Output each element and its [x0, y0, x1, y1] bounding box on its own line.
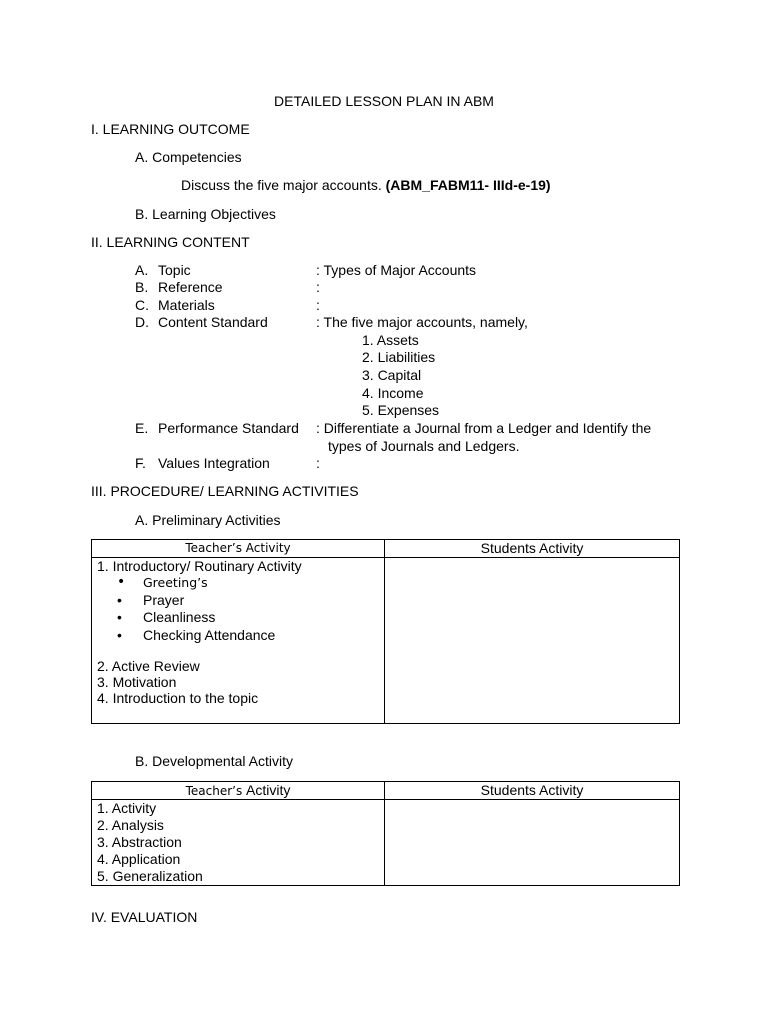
routinary-activity-list — [97, 574, 379, 644]
account-list-item: 5. Expenses — [362, 402, 440, 418]
content-item-value: : Types of Major Accounts — [316, 262, 477, 278]
content-item-value: : — [316, 455, 320, 471]
table-header-row — [92, 540, 680, 558]
list-item: • Prayer — [117, 592, 379, 610]
content-item-letter: D. — [135, 314, 149, 330]
table-header-row — [92, 782, 680, 800]
content-item-letter: E. — [135, 420, 149, 436]
content-item-letter: B. — [135, 279, 149, 295]
activity-label: Activity — [246, 782, 291, 798]
students-activity-header: Students Activity — [385, 782, 680, 800]
content-item-label: Materials — [158, 297, 215, 313]
table-row — [92, 800, 680, 886]
account-list-item: 3. Capital — [362, 367, 422, 383]
teachers-activity-header — [92, 782, 385, 800]
activity-item: 2. Active Review — [97, 658, 200, 674]
teachers-activity-header: Teacher’s Activity — [92, 540, 385, 558]
competency-text: Discuss the five major accounts. — [181, 177, 382, 193]
content-item-letter: A. — [135, 262, 149, 278]
list-item: • Cleanliness — [117, 609, 379, 627]
table-row — [92, 558, 680, 724]
students-activity-cell — [385, 800, 680, 886]
content-item-value: : — [316, 297, 320, 313]
content-item-value: : Differentiate a Journal from a Ledger and Identify the — [316, 420, 652, 436]
section-evaluation-heading: IV. EVALUATION — [91, 909, 198, 925]
content-item-letter: C. — [135, 297, 149, 313]
teachers-label: Teacher’s — [185, 784, 247, 798]
section-learning-content-heading: II. LEARNING CONTENT — [91, 234, 250, 250]
learning-objectives-label: B. Learning Objectives — [135, 206, 276, 222]
competency-code: (ABM_FABM11- IIId-e-19) — [385, 177, 551, 193]
activity-item: 1. Activity — [97, 800, 157, 816]
list-item: • Greeting’s — [117, 574, 379, 592]
list-item: • Checking Attendance — [117, 627, 379, 645]
section-procedure-heading: III. PROCEDURE/ LEARNING ACTIVITIES — [91, 483, 359, 499]
developmental-activity-table — [91, 781, 680, 886]
account-list-item: 4. Income — [362, 385, 424, 401]
account-list-item: 1. Assets — [362, 332, 419, 348]
activity-item: 3. Motivation — [97, 674, 177, 690]
document-title: DETAILED LESSON PLAN IN ABM — [274, 93, 494, 109]
content-item-value: : The five major accounts, namely, — [316, 314, 528, 330]
content-item-label: Topic — [158, 262, 191, 278]
preliminary-activities-label: A. Preliminary Activities — [135, 512, 281, 528]
activity-item: 3. Abstraction — [97, 834, 182, 850]
activity-item: 4. Introduction to the topic — [97, 690, 259, 706]
developmental-activity-label: B. Developmental Activity — [135, 753, 293, 769]
content-item-label: Values Integration — [158, 455, 270, 471]
teachers-activity-cell — [92, 558, 385, 724]
content-item-label: Performance Standard — [158, 420, 299, 436]
activity-item: 2. Analysis — [97, 817, 164, 833]
content-item-label: Reference — [158, 279, 223, 295]
content-item-value-continued: types of Journals and Ledgers. — [328, 438, 520, 454]
teachers-activity-cell — [92, 800, 385, 886]
preliminary-activities-table — [91, 539, 680, 724]
students-activity-header: Students Activity — [385, 540, 680, 558]
section-learning-outcome-heading: I. LEARNING OUTCOME — [91, 121, 250, 137]
competency-statement — [181, 177, 551, 193]
competencies-label: A. Competencies — [135, 149, 242, 165]
activity-item: 1. Introductory/ Routinary Activity — [97, 558, 302, 574]
students-activity-cell — [385, 558, 680, 724]
activity-item: 5. Generalization — [97, 868, 203, 884]
activity-item: 4. Application — [97, 851, 181, 867]
content-item-label: Content Standard — [158, 314, 268, 330]
content-item-value: : — [316, 279, 320, 295]
account-list-item: 2. Liabilities — [362, 349, 436, 365]
content-item-letter: F. — [135, 455, 146, 471]
